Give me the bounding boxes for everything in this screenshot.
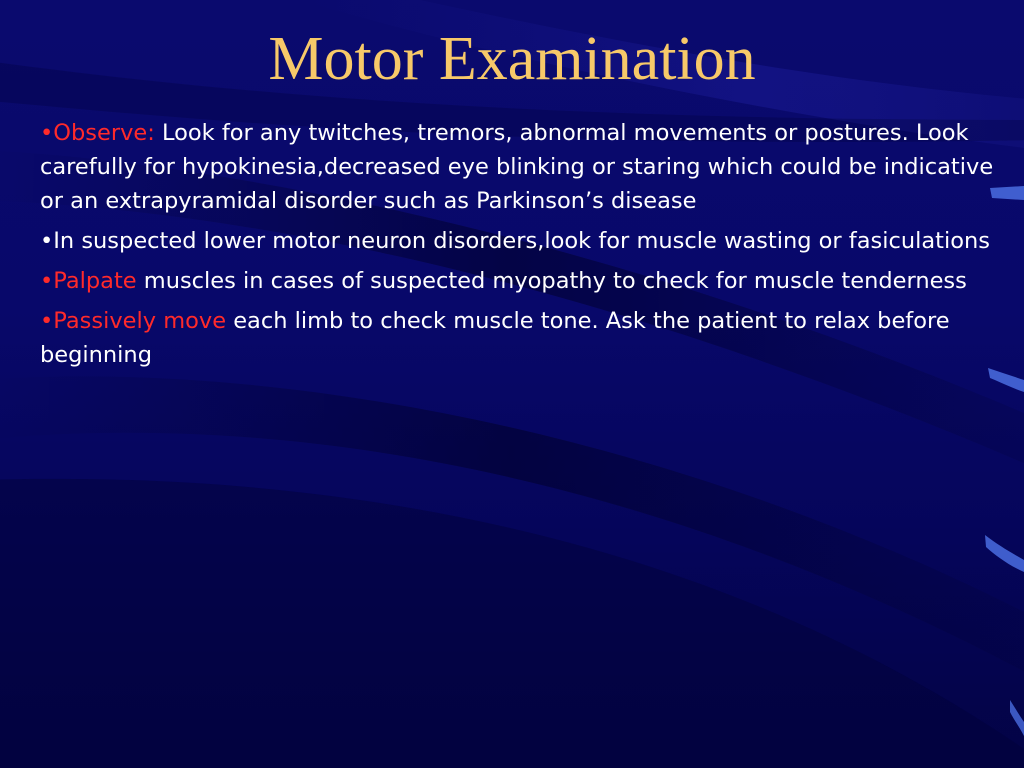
bullet-text: In suspected lower motor neuron disorders,look for muscle wasting or fasiculations [53, 228, 990, 254]
bullet-marker: • [40, 308, 54, 334]
bullet-item-palpate [40, 264, 1000, 298]
bullet-item-observe [40, 116, 1000, 218]
bullet-text: muscles in cases of suspected myopathy to check for muscle tenderness [136, 268, 967, 294]
bullet-item-passively-move [40, 304, 1000, 372]
bullet-marker: • [40, 268, 54, 294]
bullet-text: each limb to check muscle tone. Ask the patient to relax before beginning [40, 308, 950, 368]
bullet-list [40, 116, 1000, 378]
bullet-highlight: Passively move [53, 308, 227, 334]
bullet-highlight: Observe: [53, 120, 155, 146]
bullet-marker: • [40, 228, 54, 254]
bullet-highlight: Palpate [53, 268, 137, 294]
bullet-text: Look for any twitches, tremors, abnormal movements or postures. Look carefully for hypokinesia,decreased eye blinking or staring which could be indicative or an extrapyramidal disorder such as Parkinson’s disease [40, 120, 994, 214]
bullet-marker: • [40, 120, 54, 146]
bullet-item-lower-motor-neuron [40, 224, 1000, 258]
slide-title: Motor Examination [268, 25, 756, 93]
